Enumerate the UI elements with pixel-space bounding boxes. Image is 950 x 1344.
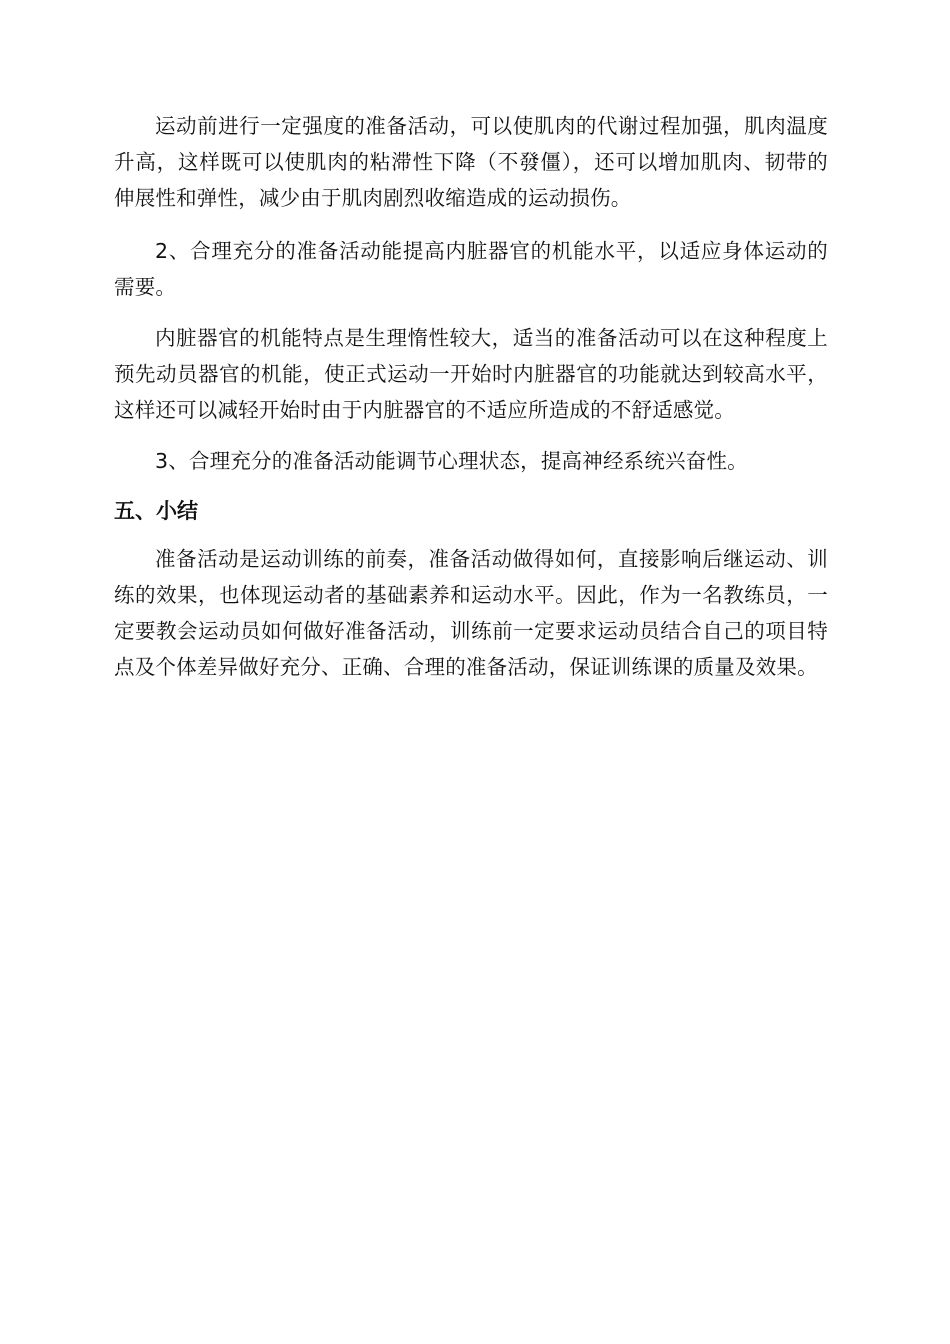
paragraph-internal-organs: 内脏器官的机能特点是生理惰性较大，适当的准备活动可以在这种程度上预先动员器官的机能，使正式运动一开始时内脏器官的功能就达到较高水平，这样还可以减轻开始时由于内脏器官的不适应所造成的不舒适感觉。 (114, 326, 828, 422)
paragraph-point-2: 2、合理充分的准备活动能提高内脏器官的机能水平，以适应身体运动的需要。 (114, 239, 828, 299)
paragraph-point-3: 3、合理充分的准备活动能调节心理状态，提高神经系统兴奋性。 (155, 449, 748, 473)
section-heading-summary: 五、小结 (114, 499, 198, 523)
document-page (114, 108, 828, 685)
paragraph-warmup-muscle: 运动前进行一定强度的准备活动，可以使肌肉的代谢过程加强，肌肉温度升高，这样既可以使肌肉的粘滞性下降（不發僵），还可以增加肌肉、韧带的伸展性和弹性，减少由于肌肉剧烈收缩造成的运动损伤。 (114, 114, 828, 210)
paragraph-summary: 准备活动是运动训练的前奏，准备活动做得如何，直接影响后继运动、训练的效果，也体现运动者的基础素养和运动水平。因此，作为一名教练员，一定要教会运动员如何做好准备活动，训练前一定要求运动员结合自己的项目特点及个体差异做好充分、正确、合理的准备活动，保证训练课的质量及效果。 (114, 547, 828, 679)
